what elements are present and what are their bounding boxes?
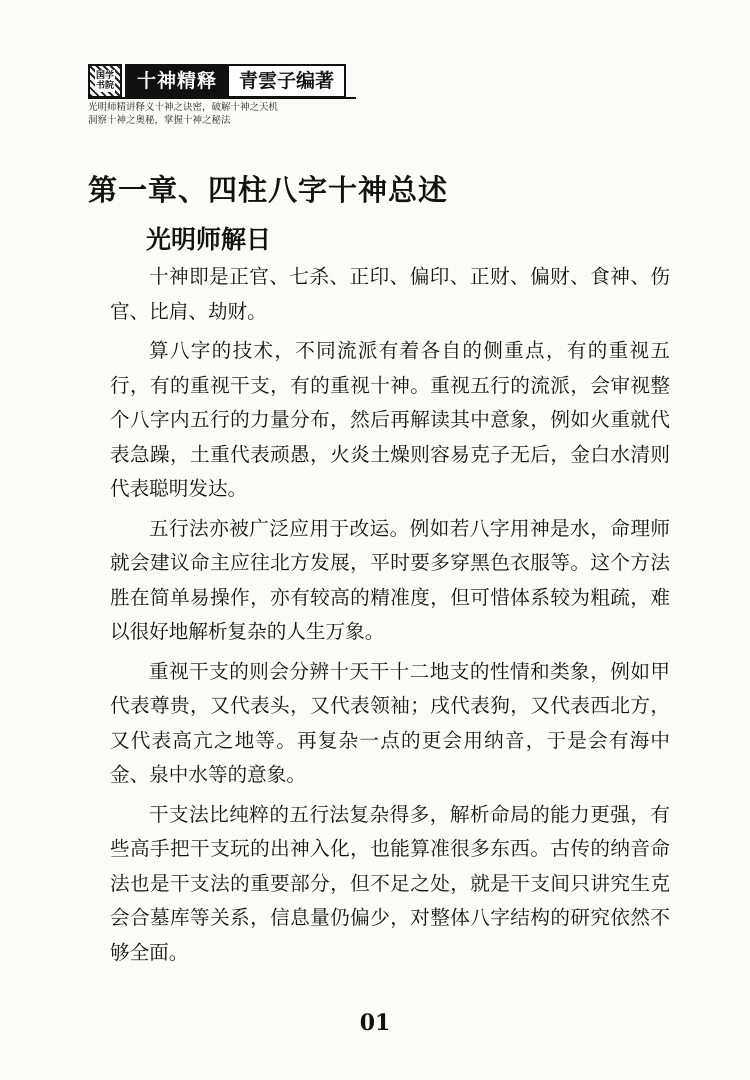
paragraph: 重视干支的则会分辨十天干十二地支的性情和类象，例如甲代表尊贵，又代表头，又代表领袖；戌代表狗，又代表西北方，又代表高亢之地等。再复杂一点的更会用纳音，于是会有海中金、泉中水等的意象。 (110, 659, 670, 786)
chapter-title: 第一章、四柱八字十神总述 (88, 173, 449, 207)
publisher-logo (88, 64, 122, 98)
paragraph: 算八字的技术，不同流派有着各自的侧重点，有的重视五行，有的重视干支，有的重视十神。重视五行的流派，会审视整个八字内五行的力量分布，然后再解读其中意象，例如火重就代表急躁，土重代表顽愚，火炎土燥则容易克子无后，金白水清则代表聪明发达。 (110, 339, 670, 500)
paragraph: 五行法亦被广泛应用于改运。例如若八字用神是水，命理师就会建议命主应往北方发展，平时要多穿黑色衣服等。这个方法胜在简单易操作，亦有较高的精准度，但可惜体系较为粗疏，难以很好地解析复杂的人生万象。 (110, 516, 670, 643)
tagline-line-1: 光明师精讲释义十神之诀密，破解十神之天机 (88, 102, 279, 113)
body-text (110, 260, 670, 975)
series-title: 十神精释 (125, 64, 229, 98)
section-title: 光明师解日 (146, 225, 272, 254)
series-header (88, 64, 346, 98)
paragraph: 十神即是正官、七杀、正印、偏印、正财、偏财、食神、伤官、比肩、劫财。 (110, 265, 670, 323)
logo-text: 国学 书院 (95, 71, 114, 91)
tagline-line-2: 洞察十神之奥秘，掌握十神之秘法 (88, 115, 231, 126)
paragraph: 干支法比纯粹的五行法复杂得多，解析命局的能力更强，有些高手把干支玩的出神入化，也能算准很多东西。古传的纳音命法也是干支法的重要部分，但不足之处，就是干支间只讲究生克会合墓库等关系，信息量仍偏少，对整体八字结构的研究依然不够全面。 (110, 802, 670, 964)
page-number: 01 (359, 1010, 391, 1036)
series-tagline (88, 101, 278, 127)
author-label: 青雲子编著 (229, 64, 346, 98)
header-rule (88, 97, 356, 99)
